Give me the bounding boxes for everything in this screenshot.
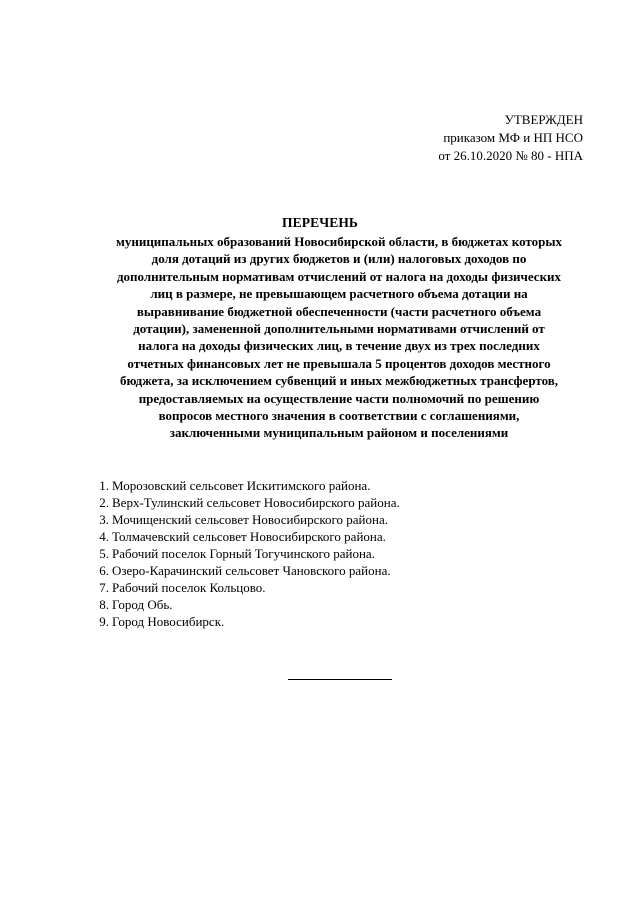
list-item-number: 3.	[99, 512, 109, 527]
list-item-number: 8.	[99, 597, 109, 612]
list-item-text: Город Новосибирск.	[112, 614, 225, 629]
list-item-number: 5.	[99, 546, 109, 561]
list-item	[84, 596, 400, 613]
list-item	[84, 562, 400, 579]
list-item-text: Рабочий поселок Кольцово.	[112, 580, 266, 595]
approval-date-number: от 26.10.2020 № 80 - НПА	[438, 148, 583, 163]
subtitle-line: доля дотаций из других бюджетов и (или) налоговых доходов по	[151, 251, 527, 267]
approval-order: приказом МФ и НП НСО	[443, 130, 583, 145]
municipality-list	[84, 477, 400, 630]
list-item-number: 7.	[99, 580, 109, 595]
end-divider	[288, 679, 392, 680]
list-item	[84, 545, 400, 562]
subtitle-line: дополнительным нормативам отчислений от налога на доходы физических	[116, 268, 562, 284]
subtitle-line: лиц в размере, не превышающем расчетного объема дотации на	[150, 286, 528, 302]
subtitle-line: бюджета, за исключением субвенций и иных межбюджетных трансфертов,	[119, 373, 559, 389]
list-item-text: Озеро-Карачинский сельсовет Чановского района.	[112, 563, 391, 578]
list-item	[84, 579, 400, 596]
list-item-number: 4.	[99, 529, 109, 544]
subtitle-line: вопросов местного значения в соответствии с соглашениями,	[158, 408, 520, 424]
list-item-text: Мочищенский сельсовет Новосибирского района.	[112, 512, 388, 527]
list-item	[84, 613, 400, 630]
list-item	[84, 494, 400, 511]
document-subtitle	[66, 233, 612, 442]
list-item-number: 2.	[99, 495, 109, 510]
subtitle-line: заключенными муниципальным районом и поселениями	[169, 425, 509, 441]
list-item	[84, 477, 400, 494]
subtitle-line: налога на доходы физических лиц, в течение двух из трех последних	[138, 338, 540, 354]
subtitle-line: выравнивание бюджетной обеспеченности (части расчетного объема	[136, 303, 542, 319]
list-item-text: Верх-Тулинский сельсовет Новосибирского района.	[112, 495, 400, 510]
subtitle-line: предоставляемых на осуществление части полномочий по решению	[138, 390, 540, 406]
list-item-number: 9.	[99, 614, 109, 629]
list-item	[84, 528, 400, 545]
list-item-text: Рабочий поселок Горный Тогучинского района.	[112, 546, 375, 561]
list-item-number: 1.	[99, 478, 109, 493]
list-item-text: Город Обь.	[112, 597, 173, 612]
list-item-text: Морозовский сельсовет Искитимского района.	[112, 478, 371, 493]
subtitle-line: муниципальных образований Новосибирской области, в бюджетах которых	[115, 234, 563, 249]
approval-block	[300, 111, 583, 165]
document-title: ПЕРЕЧЕНЬ	[282, 215, 358, 230]
subtitle-line: дотации), замененной дополнительными нормативами отчислений от	[133, 321, 545, 337]
approval-heading: УТВЕРЖДЕН	[504, 112, 583, 127]
list-item-number: 6.	[99, 563, 109, 578]
list-item-text: Толмачевский сельсовет Новосибирского района.	[112, 529, 386, 544]
subtitle-line: отчетных финансовых лет не превышала 5 процентов доходов местного	[127, 355, 551, 371]
list-item	[84, 511, 400, 528]
